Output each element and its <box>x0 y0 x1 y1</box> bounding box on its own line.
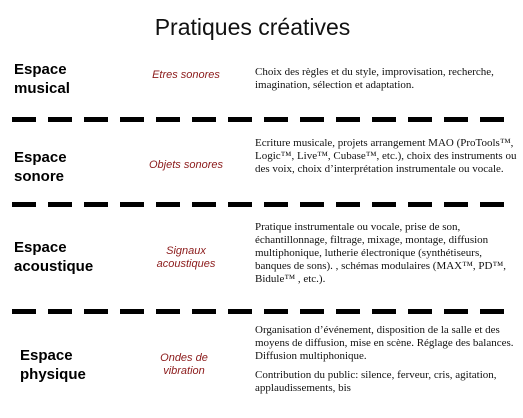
description-physique <box>255 324 519 395</box>
space-label-line: Espace <box>14 239 67 256</box>
description-paragraph: Choix des règles et du style, improvisation, recherche, imagination, sélection et adaptation. <box>255 66 494 91</box>
dashed-separator <box>12 202 512 207</box>
space-label-sonore <box>14 148 67 186</box>
space-label-line: Espace <box>14 61 67 78</box>
level-label-signaux-acoustiques <box>136 245 236 271</box>
description-musical <box>255 66 519 92</box>
level-label-objets-sonores <box>136 159 236 172</box>
description-paragraph: Organisation d’événement, disposition de la salle et des moyens de diffusion, mise en scène. Réglage des balances. Diffusion multiphonique. <box>255 324 514 362</box>
level-label-etres-sonores <box>136 69 236 82</box>
description-paragraph: Ecriture musicale, projets arrangement MAO (ProTools™, Logic™, Live™, Cubase™, etc.), choix des instruments ou des voix, choix d’interprétation instrumentale ou vocale. <box>255 137 517 175</box>
description-acoustique <box>255 221 519 286</box>
description-sonore <box>255 137 519 176</box>
space-label-musical <box>14 60 70 98</box>
level-label-line: Signaux <box>166 245 206 257</box>
space-label-acoustique <box>14 238 93 276</box>
dashed-separator <box>12 117 512 122</box>
space-label-line: Espace <box>14 149 67 166</box>
space-label-physique <box>20 346 86 384</box>
description-paragraph: Contribution du public: silence, ferveur, cris, agitation, applaudissements, bis <box>255 369 497 394</box>
space-label-line: musical <box>14 80 70 97</box>
space-label-line: physique <box>20 366 86 383</box>
page-title: Pratiques créatives <box>154 14 351 40</box>
space-label-line: Espace <box>20 347 73 364</box>
level-label-line: acoustiques <box>156 258 216 270</box>
space-label-line: acoustique <box>14 258 94 275</box>
level-label-ondes-de-vibration <box>134 352 234 378</box>
level-label-line: Objets sonores <box>149 159 223 171</box>
level-label-line: Ondes de <box>160 352 208 364</box>
dashed-separator <box>12 309 512 314</box>
level-label-line: Etres sonores <box>152 69 220 81</box>
space-label-line: sonore <box>14 168 65 185</box>
level-label-line: vibration <box>163 365 205 377</box>
description-paragraph: Pratique instrumentale ou vocale, prise de son, échantillonnage, filtrage, mixage, montage, diffusion multiphonique, lutherie électronique (synthétiseurs, banques de sons). , schémas modulaires (MAX™, PD™, Bidule™ , etc.). <box>255 221 506 285</box>
